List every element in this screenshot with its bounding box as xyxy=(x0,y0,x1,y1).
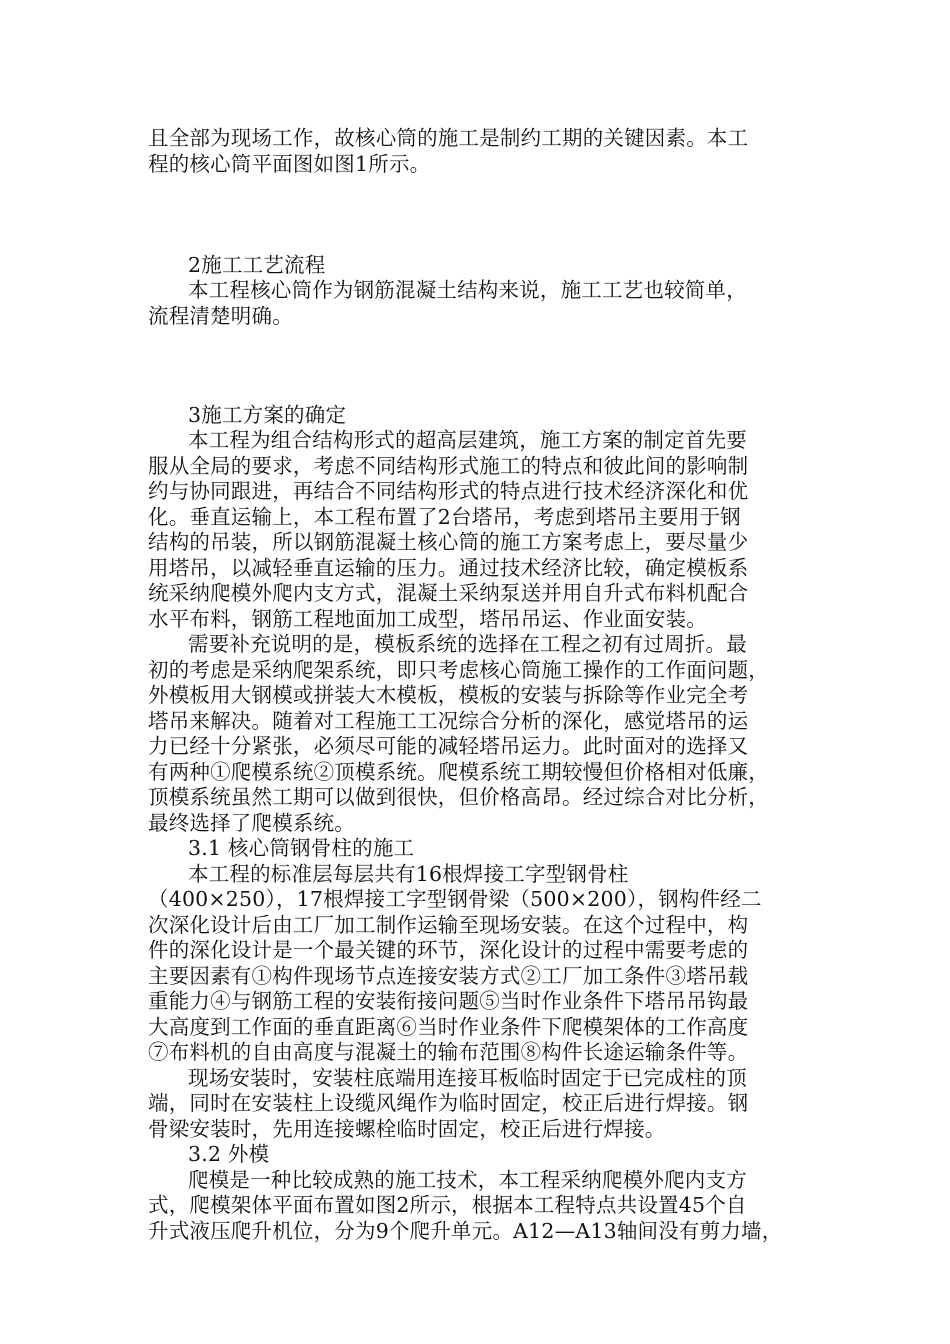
text-line: 最终选择了爬模系统。 xyxy=(148,811,355,835)
text-line: 次深化设计后由工厂加工制作运输至现场安装。在这个过程中，构 xyxy=(148,913,749,937)
text-line: （400×250），17根焊接工字型钢骨梁（500×200），钢构件经二 xyxy=(148,887,762,911)
text-line: 有两种①爬模系统②顶模系统。爬模系统工期较慢但价格相对低廉， xyxy=(148,760,769,784)
text-line: 骨梁安装时，先用连接螺栓临时固定，校正后进行焊接。 xyxy=(148,1117,666,1141)
text-line: 结构的吊装，所以钢筋混凝土核心筒的施工方案考虑上，要尽量少 xyxy=(148,530,749,554)
text-line: 本工程的标准层每层共有16根焊接工字型钢骨柱 xyxy=(188,862,629,886)
text-line: 用塔吊，以减轻垂直运输的压力。通过技术经济比较，确定模板系 xyxy=(148,556,749,580)
text-line: ⑦布料机的自由高度与混凝土的输布范围⑧构件长途运输条件等。 xyxy=(148,1040,749,1064)
text-line: 顶模系统虽然工期可以做到很快，但价格高昂。经过综合对比分析， xyxy=(148,785,769,809)
text-line: 式，爬模架体平面布置如图2所示，根据本工程特点共设置45个自 xyxy=(148,1193,747,1217)
text-line: 服从全局的要求，考虑不同结构形式施工的特点和彼此间的影响制 xyxy=(148,454,749,478)
text-line: 主要因素有①构件现场节点连接安装方式②工厂加工条件③塔吊载 xyxy=(148,964,749,988)
text-line: 现场安装时，安装柱底端用连接耳板临时固定于已完成柱的顶 xyxy=(188,1066,747,1090)
text-line: 约与协同跟进，再结合不同结构形式的特点进行技术经济深化和优 xyxy=(148,479,749,503)
text-line: 力已经十分紧张，必须尽可能的减轻塔吊运力。此时面对的选择又 xyxy=(148,734,749,758)
text-line: 水平布料，钢筋工程地面加工成型，塔吊吊运、作业面安装。 xyxy=(148,607,707,631)
text-line: 塔吊来解决。随着对工程施工工况综合分析的深化，感觉塔吊的运 xyxy=(148,709,749,733)
section-heading: 3.1 核心筒钢骨柱的施工 xyxy=(188,836,415,860)
text-line: 件的深化设计是一个最关键的环节，深化设计的过程中需要考虑的 xyxy=(148,938,749,962)
text-line: 升式液压爬升机位，分为9个爬升单元。A12—A13轴间没有剪力墙， xyxy=(148,1219,783,1243)
text-line: 流程清楚明确。 xyxy=(148,304,293,328)
text-line: 端，同时在安装柱上设缆风绳作为临时固定，校正后进行焊接。钢 xyxy=(148,1091,749,1115)
text-line: 外模板用大钢模或拼装大木模板，模板的安装与拆除等作业完全考 xyxy=(148,683,749,707)
section-heading: 3施工方案的确定 xyxy=(188,403,347,427)
text-line: 重能力④与钢筋工程的安装衔接问题⑤当时作业条件下塔吊吊钩最 xyxy=(148,989,749,1013)
text-line: 统采纳爬模外爬内支方式，混凝土采纳泵送并用自升式布料机配合 xyxy=(148,581,749,605)
text-line: 爬模是一种比较成熟的施工技术，本工程采纳爬模外爬内支方 xyxy=(188,1168,747,1192)
section-heading: 3.2 外模 xyxy=(188,1142,270,1166)
text-line: 需要补充说明的是，模板系统的选择在工程之初有过周折。最 xyxy=(188,632,747,656)
text-line: 大高度到工作面的垂直距离⑥当时作业条件下爬模架体的工作高度 xyxy=(148,1015,749,1039)
text-line: 本工程核心筒作为钢筋混凝土结构来说，施工工艺也较简单， xyxy=(188,278,747,302)
text-line: 且全部为现场工作，故核心筒的施工是制约工期的关键因素。本工 xyxy=(148,126,749,150)
text-line: 本工程为组合结构形式的超高层建筑，施工方案的制定首先要 xyxy=(188,428,747,452)
section-heading: 2施工工艺流程 xyxy=(188,253,326,277)
text-line: 化。垂直运输上，本工程布置了2台塔吊，考虑到塔吊主要用于钢 xyxy=(148,505,741,529)
text-line: 程的核心筒平面图如图1所示。 xyxy=(148,152,431,176)
text-line: 初的考虑是采纳爬架系统，即只考虑核心筒施工操作的工作面问题， xyxy=(148,658,769,682)
